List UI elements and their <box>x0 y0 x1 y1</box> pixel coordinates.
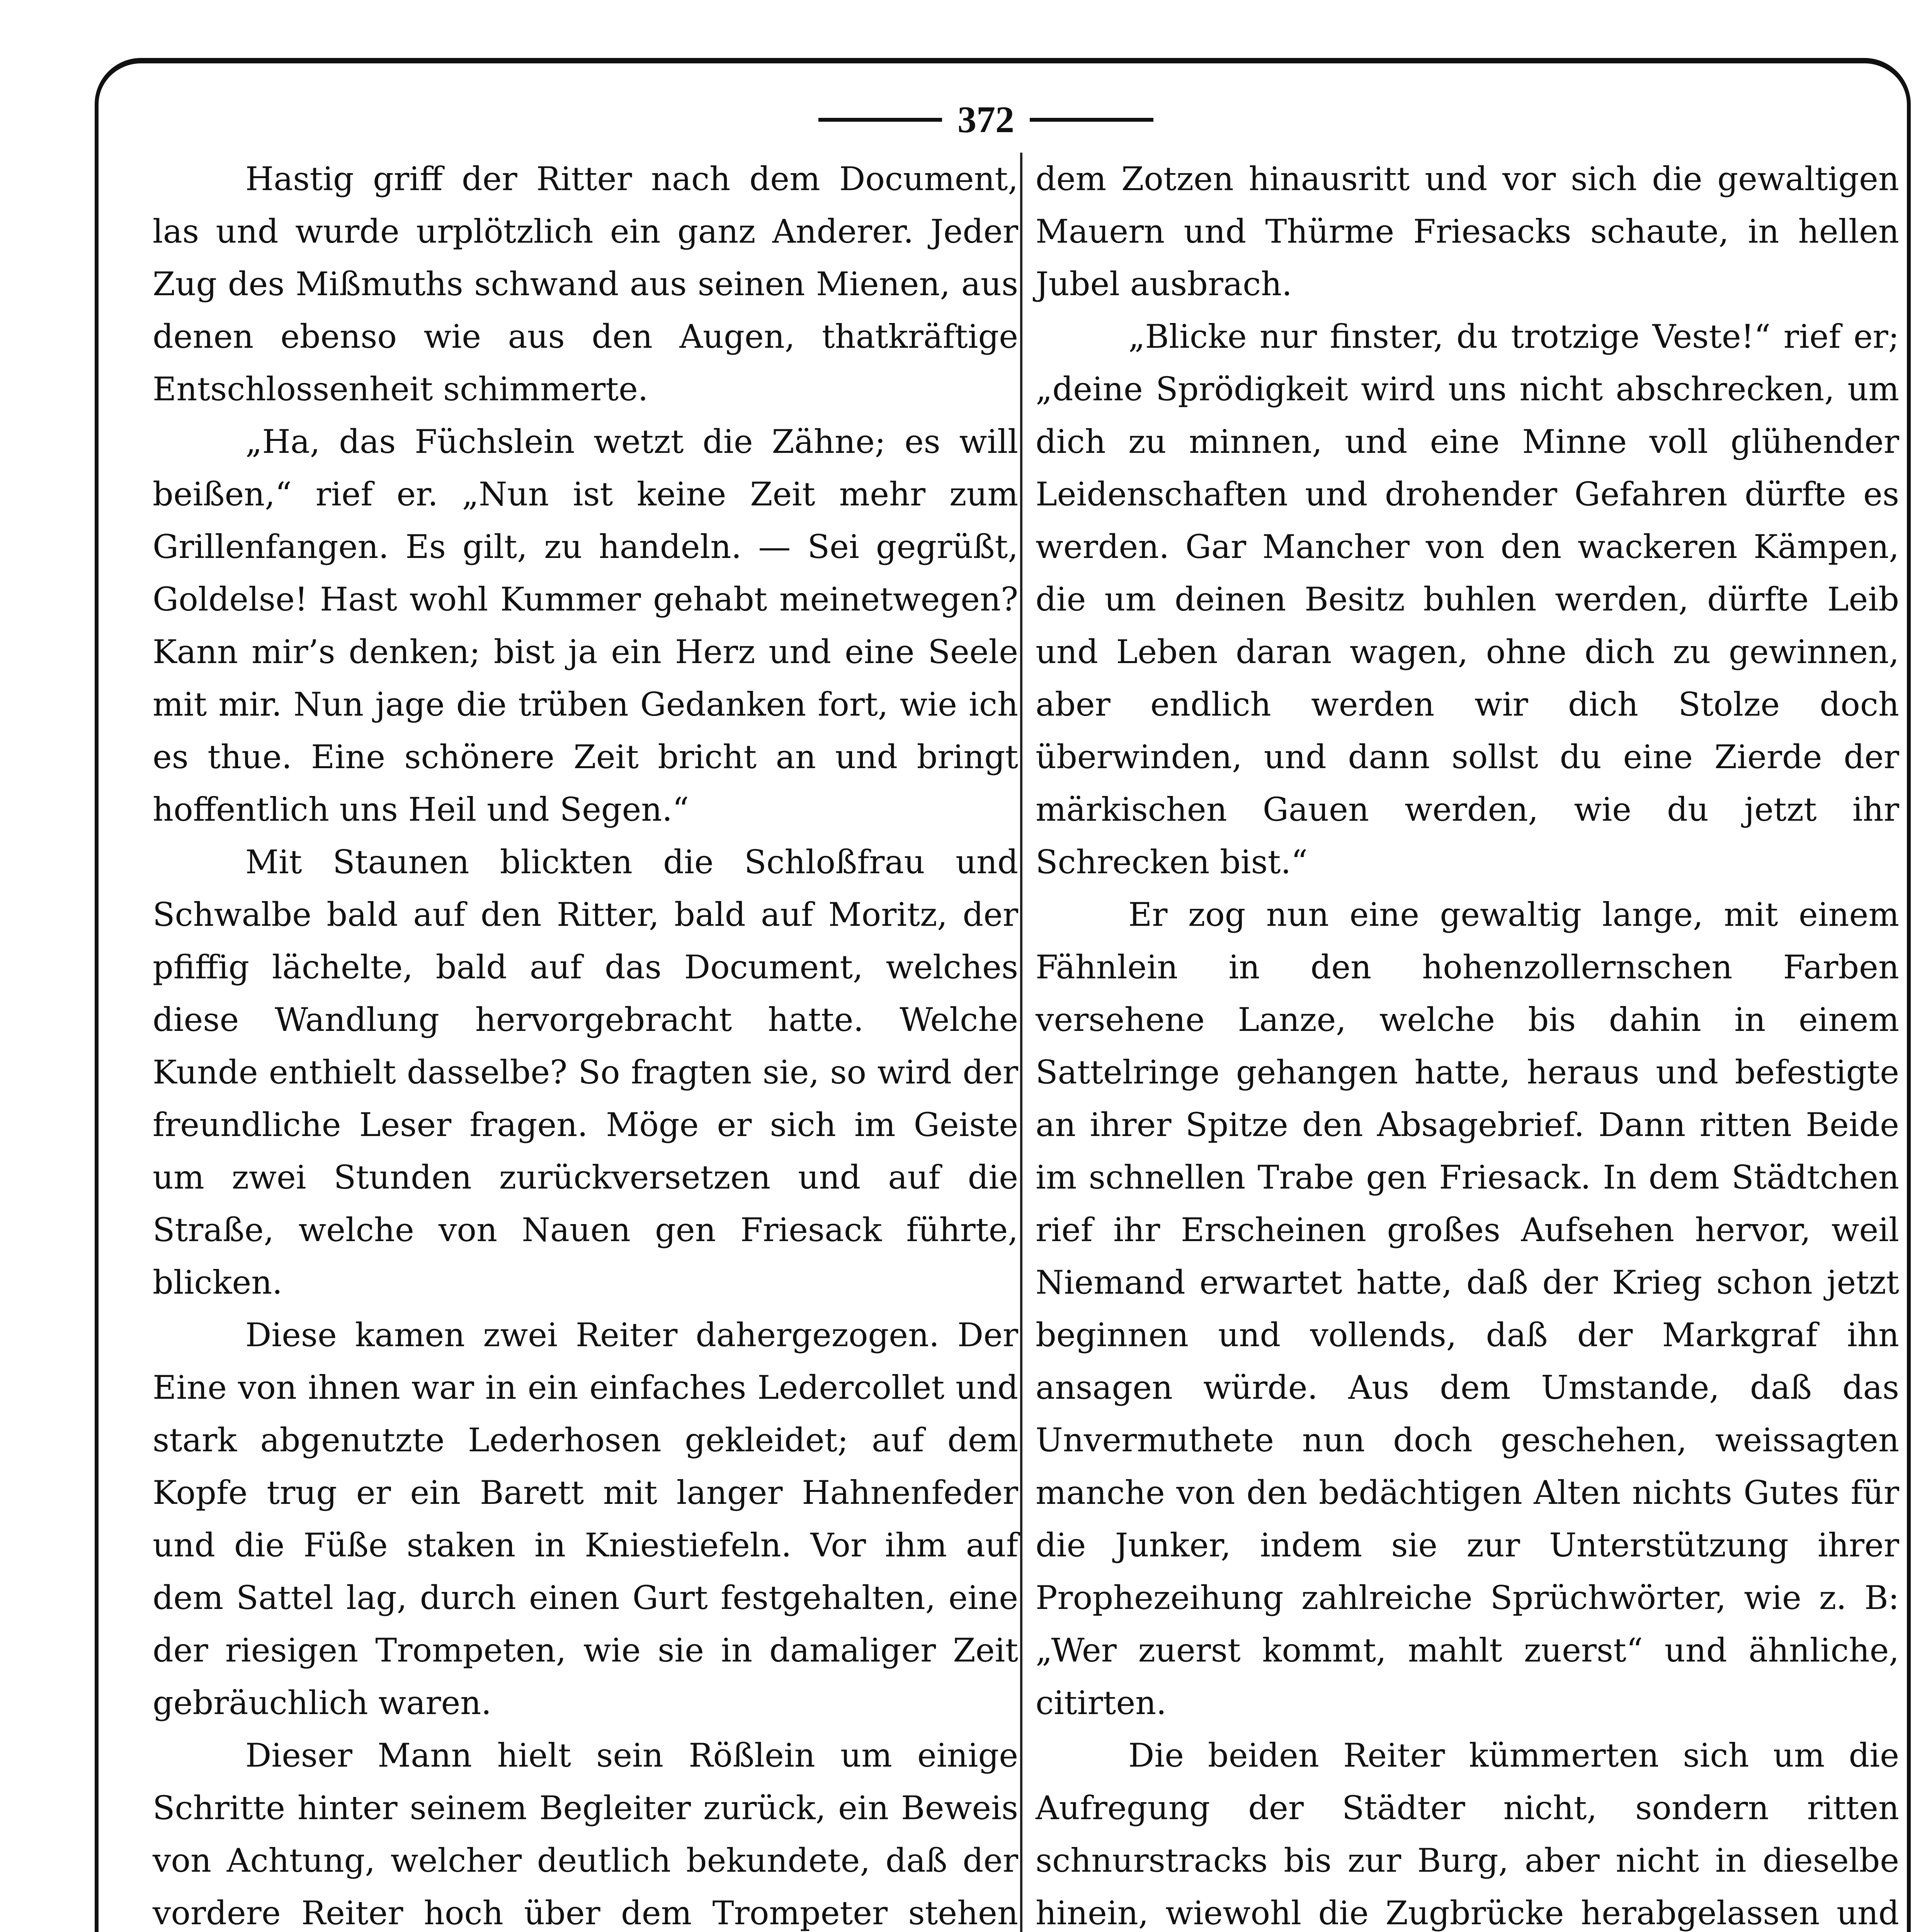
paragraph: Diese kamen zwei Reiter dahergezogen. Der Eine von ihnen war in ein einfaches Ledercollet und stark abgenutzte Lederhosen gekleidet; auf dem Kopfe trug er ein Barett mit langer Hahnenfeder und die Füße staken in Kniestiefeln. Vor ihm auf dem Sattel lag, durch einen Gurt festgehalten, eine der riesigen Trompeten, wie sie in damaliger Zeit gebräuchlich waren. <box>153 1316 1018 1722</box>
paragraph: „Ha, das Füchslein wetzt die Zähne; es will beißen,“ rief er. „Nun ist keine Zeit mehr zum Grillenfangen. Es gilt, zu handeln. — Sei gegrüßt, Goldelse! Hast wohl Kummer gehabt meinetwegen? Kann mir’s denken; bist ja ein Herz und eine Seele mit mir. Nun jage die trüben Gedanken fort, wie ich es thue. Eine schönere Zeit bricht an und bringt hoffentlich uns Heil und Segen.“ <box>153 423 1018 828</box>
left-column <box>153 153 1018 1932</box>
paragraph: „Blicke nur finster, du trotzige Veste!“ rief er; „deine Sprödigkeit wird uns nicht abschrecken, um dich zu minnen, und eine Minne voll glühender Leidenschaften und drohender Gefahren dürfte es werden. Gar Mancher von den wackeren Kämpen, die um deinen Besitz buhlen werden, dürfte Leib und Leben daran wagen, ohne dich zu gewinnen, aber endlich werden wir dich Stolze doch überwinden, und dann sollst du eine Zierde der märkischen Gauen werden, wie du jetzt ihr Schrecken bist.“ <box>1036 318 1899 881</box>
header-rule-left <box>818 118 942 122</box>
paragraph: Mit Staunen blickten die Schloßfrau und Schwalbe bald auf den Ritter, bald auf Moritz, der pfiffig lächelte, bald auf das Document, welches diese Wandlung hervorgebracht hatte. Welche Kunde enthielt dasselbe? So fragten sie, so wird der freundliche Leser fragen. Möge er sich im Geiste um zwei Stunden zurückversetzen und auf die Straße, welche von Nauen gen Friesack führte, blicken. <box>153 843 1018 1301</box>
header-rule-right <box>1030 118 1153 122</box>
right-column <box>1036 153 1899 1932</box>
column-divider <box>1020 153 1022 1932</box>
page-header <box>0 97 1932 143</box>
page-number: 372 <box>957 99 1014 141</box>
paragraph: Hastig griff der Ritter nach dem Document, las und wurde urplötzlich ein ganz Anderer. Jeder Zug des Mißmuths schwand aus seinen Mienen, aus denen ebenso wie aus den Augen, thatkräftige Entschlossenheit schimmerte. <box>153 160 1018 408</box>
paragraph: Er zog nun eine gewaltig lange, mit einem Fähnlein in den hohenzollernschen Farben versehene Lanze, welche bis dahin in einem Sattelringe gehangen hatte, heraus und befestigte an ihrer Spitze den Absagebrief. Dann ritten Beide im schnellen Trabe gen Friesack. In dem Städtchen rief ihr Erscheinen großes Aufsehen hervor, weil Niemand erwartet hatte, daß der Krieg schon jetzt beginnen und vollends, daß der Markgraf ihn ansagen würde. Aus dem Umstande, daß das Unvermuthete nun doch geschehen, weissagten manche von den bedächtigen Alten nichts Gutes für die Junker, indem sie zur Unterstützung ihrer Prophezeihung zahlreiche Sprüchwörter, wie z. B: „Wer zuerst kommt, mahlt zuerst“ und ähnliche, citirten. <box>1036 896 1899 1722</box>
paragraph: Die beiden Reiter kümmerten sich um die Aufregung der Städter nicht, sondern ritten schnurstracks bis zur Burg, aber nicht in dieselbe hinein, wiewohl die Zugbrücke herabgelassen und <box>1036 1736 1899 1932</box>
paragraph: Dieser Mann hielt sein Rößlein um einige Schritte hinter seinem Begleiter zurück, ein Beweis von Achtung, welcher deutlich bekundete, daß der vordere Reiter hoch über dem Trompeter stehen <box>153 1736 1018 1932</box>
paragraph-continued: dem Zotzen hinausritt und vor sich die gewaltigen Mauern und Thürme Friesacks schaute, in hellen Jubel ausbrach. <box>1036 160 1899 303</box>
